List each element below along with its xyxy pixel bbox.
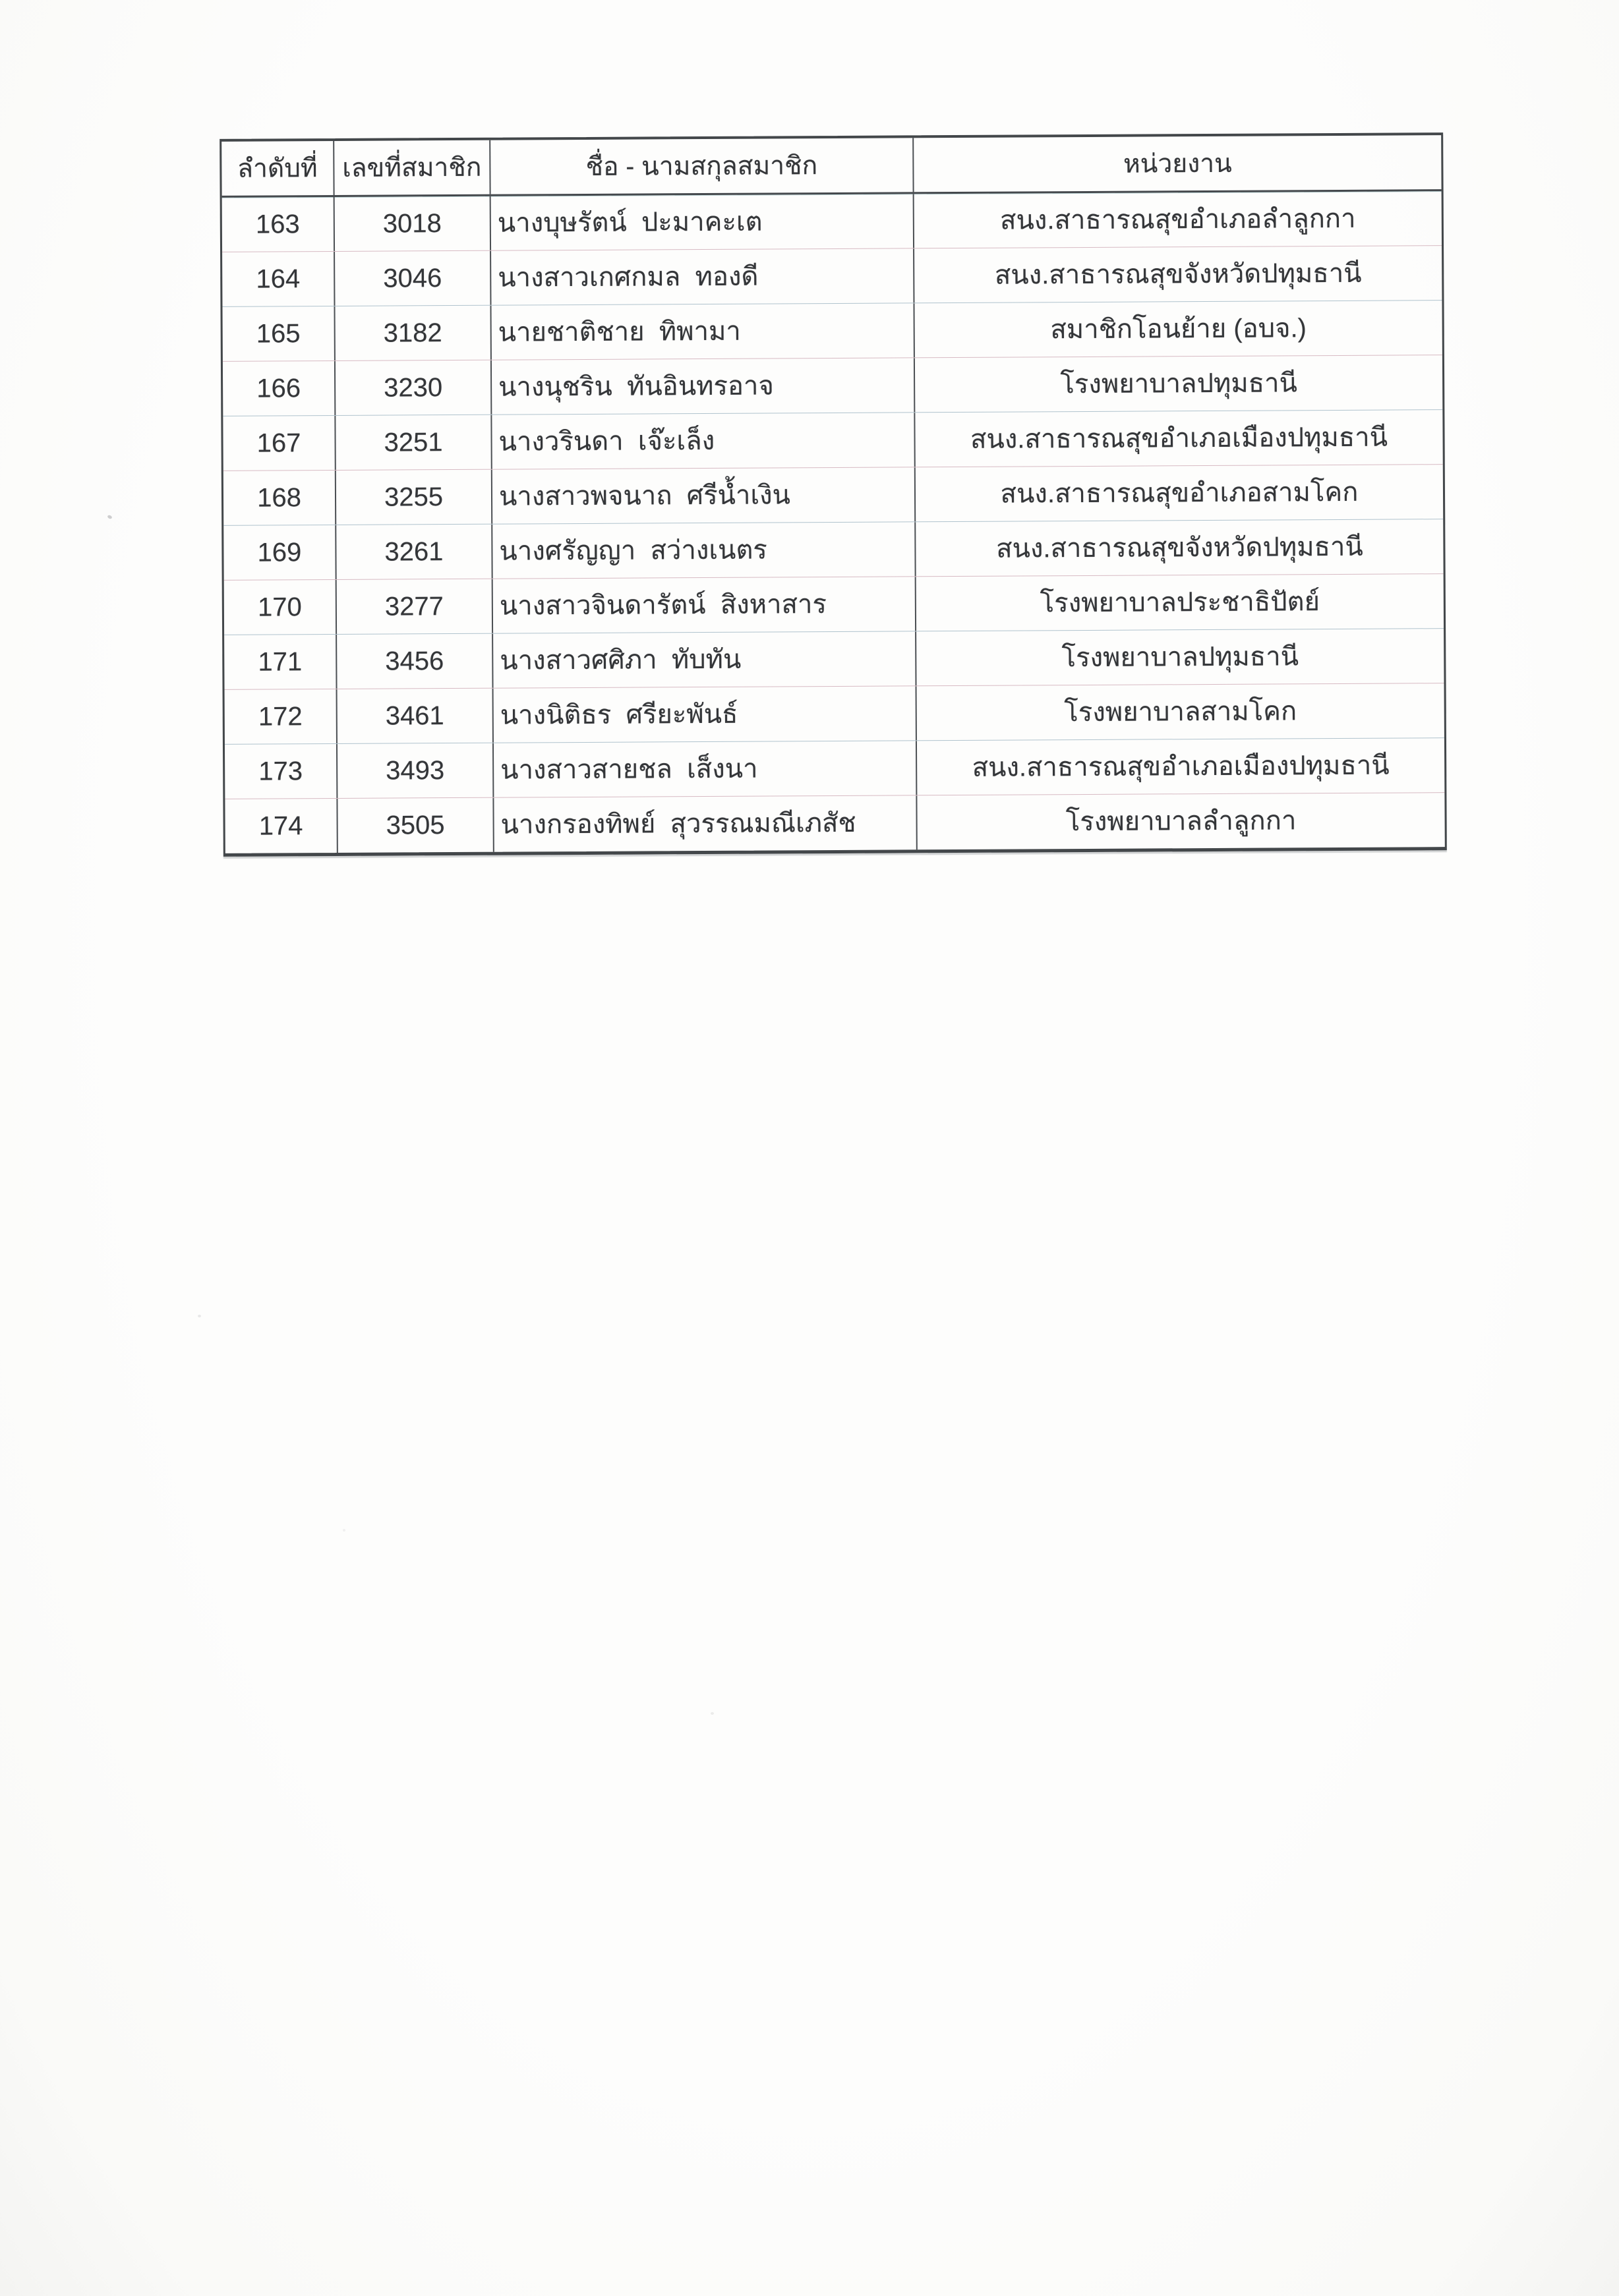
cell-unit: สมาชิกโอนย้าย (อบจ.): [1050, 314, 1307, 345]
cell-unit: โรงพยาบาลลำลูกกา: [1065, 806, 1297, 837]
table-row: [223, 464, 1443, 525]
cell-member-id: 3505: [338, 798, 494, 853]
cell-member-id: 3277: [337, 579, 493, 634]
cell-name: นายชาติชาย ทิพามา: [491, 303, 914, 359]
cell-unit: สนง.สาธารณสุขอำเภอลำลูกกา: [999, 204, 1356, 235]
cell-name: นางสาวจินดารัตน์ สิงหาสาร: [493, 577, 916, 633]
cell-name: นางวรินดา เจ๊ะเล็ง: [492, 413, 915, 469]
cell-order: 170: [224, 580, 337, 635]
cell-unit: โรงพยาบาลปทุมธานี: [1060, 368, 1297, 399]
cell-order: 165: [222, 306, 335, 361]
cell-order: 166: [223, 361, 336, 416]
scan-speck: [107, 515, 112, 519]
cell-member-id: 3461: [338, 689, 494, 743]
cell-order: 174: [225, 799, 338, 853]
table-row: [222, 191, 1442, 252]
cell-name: นางนุชริน ทันอินทรอาจ: [492, 358, 915, 414]
cell-name: นางศรัญญา สว่างเนตร: [492, 522, 916, 578]
cell-member-id: 3456: [337, 634, 493, 689]
table-row: [225, 737, 1444, 799]
cell-name: นางสาวศศิภา ทับทัน: [493, 631, 916, 687]
cell-member-id: 3230: [336, 360, 492, 415]
cell-member-id: 3255: [336, 470, 492, 525]
table-body: [222, 191, 1445, 853]
cell-unit: สนง.สาธารณสุขจังหวัดปทุมธานี: [996, 532, 1363, 563]
cell-unit: โรงพยาบาลประชาธิปัตย์: [1040, 587, 1320, 618]
header-cell-unit: หน่วยงาน: [1123, 149, 1232, 179]
table-row: [223, 355, 1442, 416]
cell-member-id: 3046: [335, 251, 491, 306]
table-row: [224, 628, 1444, 689]
cell-order: 172: [225, 689, 338, 744]
scan-speck: [198, 1315, 201, 1317]
cell-member-id: 3261: [336, 525, 492, 579]
cell-member-id: 3018: [335, 196, 491, 251]
table-row: [223, 409, 1442, 471]
scan-speck: [343, 1529, 345, 1532]
member-table: [220, 132, 1447, 857]
cell-unit: สนง.สาธารณสุขอำเภอเมืองปทุมธานี: [970, 422, 1388, 454]
table-header-row: [221, 135, 1441, 198]
table-row: [225, 792, 1444, 853]
header-cell-name: ชื่อ - นามสกุลสมาชิก: [490, 138, 914, 194]
cell-order: 168: [223, 471, 336, 525]
header-cell-order: ลำดับที่: [221, 141, 334, 196]
cell-unit: สนง.สาธารณสุขอำเภอเมืองปทุมธานี: [972, 751, 1390, 782]
cell-member-id: 3251: [336, 415, 492, 470]
cell-unit: สนง.สาธารณสุขจังหวัดปทุมธานี: [994, 258, 1362, 290]
cell-name: นางกรองทิพย์ สุวรรณมณีเภสัช: [494, 795, 917, 851]
cell-name: นางบุษรัตน์ ปะมาคะเต: [491, 194, 914, 250]
cell-order: 163: [222, 197, 335, 252]
cell-order: 171: [224, 635, 337, 689]
cell-unit: สนง.สาธารณสุขอำเภอสามโคก: [1000, 477, 1359, 509]
header-cell-member-id: เลขที่สมาชิก: [334, 140, 490, 195]
table-row: [223, 519, 1443, 580]
cell-name: นางสาวเกศกมล ทองดี: [491, 248, 914, 304]
table-row: [224, 573, 1444, 635]
table-row: [225, 683, 1444, 744]
cell-member-id: 3493: [338, 743, 494, 798]
scan-speck: [711, 1712, 714, 1715]
cell-order: 169: [223, 525, 336, 580]
table-row: [222, 245, 1442, 306]
cell-name: นางสาวสายชล เส็งนา: [494, 741, 917, 797]
cell-order: 167: [223, 416, 336, 471]
cell-name: นางสาวพจนาถ ศรีน้ำเงิน: [492, 467, 916, 523]
cell-unit: โรงพยาบาลปทุมธานี: [1061, 642, 1299, 673]
cell-name: นางนิติธร ศรียะพันธ์: [494, 686, 917, 742]
cell-member-id: 3182: [335, 306, 491, 360]
cell-unit: โรงพยาบาลสามโคก: [1064, 697, 1297, 728]
cell-order: 173: [225, 744, 338, 799]
table-row: [222, 300, 1442, 361]
cell-order: 164: [222, 252, 335, 306]
